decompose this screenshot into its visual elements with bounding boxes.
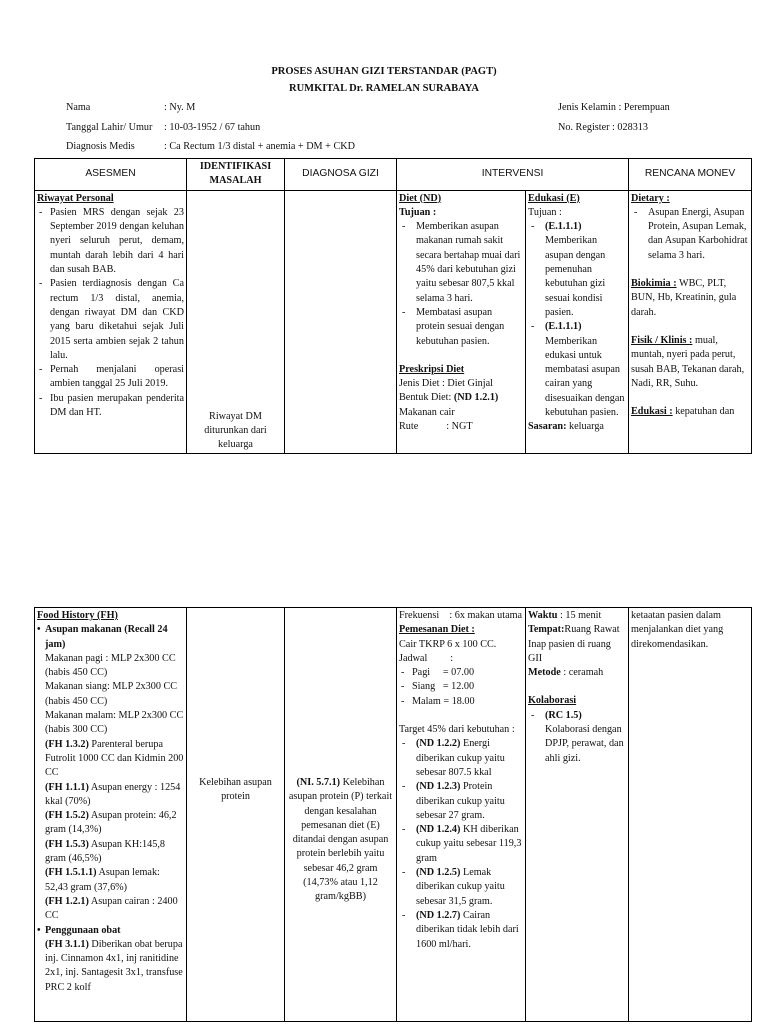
edukasi-cell-2 <box>526 608 629 1022</box>
list-item: - (E.1.1.1) Memberikan edukasi untuk membatasi asupan cairan yang disesuaikan dengan kebutuhan pasien. <box>528 320 626 420</box>
fh-111: (FH 1.1.1) Asupan energy : 1254 kkal (70%) <box>45 781 181 807</box>
pemesanan-title: Pemesanan Diet : <box>399 624 475 636</box>
diagnosa-cell <box>285 190 397 454</box>
nama-value: : Ny. M <box>164 102 196 113</box>
list-item: - (ND 1.2.4) KH diberikan cukup yaitu sebesar 119,3 gram <box>399 823 523 866</box>
col-header-asesmen: ASESMEN <box>35 159 187 191</box>
list-item: - (ND 1.2.5) Lemak diberikan cukup yaitu sebesar 31,5 gram. <box>399 866 523 909</box>
nama-label: Nama <box>66 102 91 113</box>
list-item: - Memberikan asupan makanan rumah sakit secara bertahap muai dari 45% dari kebutuhan gizi yaitu sebesar 807,5 kkal selama 3 hari. <box>399 220 523 306</box>
document-title: PROSES ASUHAN GIZI TERSTANDAR (PAGT) <box>271 66 497 77</box>
list-item <box>37 623 184 923</box>
frekuensi: Frekuensi : 6x makan utama <box>399 610 523 621</box>
jadwal-list <box>399 666 523 709</box>
sasaran: Sasaran: keluarga <box>528 421 604 433</box>
diet-cell-2 <box>397 608 526 1022</box>
list-item: - Pasien terdiagnosis dengan Ca rectum 1/3 distal, anemia, dengan riwayat DM dan CKD yang baru diketahui sejak Juli 2015 serta ambien sejak 2 tahun lalu. <box>37 277 184 363</box>
col-header-intervensi: INTERVENSI <box>397 159 629 191</box>
jadwal: Jadwal : <box>399 652 454 664</box>
diet-tujuan: Tujuan : <box>399 206 437 218</box>
edukasi-list <box>528 220 626 420</box>
rute: Rute : NGT <box>399 421 473 433</box>
fh-153: (FH 1.5.3) Asupan KH:145,8 gram (46,5%) <box>45 838 165 865</box>
preskripsi-title: Preskripsi Diet <box>399 363 465 375</box>
no-register: No. Register : 028313 <box>558 122 648 133</box>
identifikasi-cell-2 <box>187 608 285 1022</box>
edukasi-tujuan: Tujuan : <box>528 206 562 218</box>
dietary-list <box>631 206 749 263</box>
riwayat-personal-title: Riwayat Personal <box>37 192 114 204</box>
food-history-list <box>37 623 184 995</box>
biokimia: Biokimia : WBC, PLT, BUN, Hb, Kreatinin, gula darah. <box>631 278 737 318</box>
identifikasi-text-2: Kelebihan asupan protein <box>199 777 272 803</box>
list-item: - Pasien MRS dengan sejak 23 September 2019 dengan keluhan nyeri seluruh perut, demam, muntah darah lebih dari 4 hari dan susah BAB. <box>37 206 184 277</box>
food-history-cell <box>35 608 187 1022</box>
metode: Metode : ceramah <box>528 667 604 679</box>
edukasi-monev: Edukasi : kepatuhan dan <box>631 406 735 418</box>
diet-title: Diet (ND) <box>399 192 442 204</box>
obat-title: • Penggunaan obat <box>45 924 121 936</box>
edukasi-title: Edukasi (E) <box>528 192 580 204</box>
list-item: - (RC 1.5) Kolaborasi dengan DPJP, perawat, dan ahli gizi. <box>528 709 626 766</box>
makanan-cair: Makanan cair <box>399 406 455 418</box>
monev-text-2: ketaatan pasien dalam menjalankan diet yang direkomendasikan. <box>631 610 724 650</box>
list-item: - Pernah menjalani operasi ambien tanggal 25 Juli 2019. <box>37 363 184 392</box>
diet-list <box>399 220 523 349</box>
fh-132: (FH 1.3.2) Parenteral berupa Futrolit 1000 CC dan Kidmin 200 CC <box>45 738 184 779</box>
fh-152: (FH 1.5.2) Asupan protein: 46,2 gram (14,3%) <box>45 810 177 836</box>
target: Target 45% dari kebutuhan : <box>399 724 515 736</box>
list-item: - (ND 1.2.3) Protein diberikan cukup yaitu sebesar 27 gram. <box>399 780 523 823</box>
waktu: Waktu : 15 menit <box>528 610 602 621</box>
list-item: - (E.1.1.1) Memberikan asupan dengan pemenuhan kebutuhan gizi sesuai kondisi pasien. <box>528 220 626 320</box>
list-item: - Ibu pasien merupakan penderita DM dan HT. <box>37 392 184 421</box>
asupan-title: • Asupan makanan (Recall 24 jam) <box>45 624 168 650</box>
fisik-klinis: Fisik / Klinis : mual, muntah, nyeri pada perut, susah BAB, Tekanan darah, Nadi, RR, Suhu. <box>631 334 745 389</box>
identifikasi-text: Riwayat DM diturunkan dari keluarga <box>204 410 267 451</box>
diagnosis-medis-value: : Ca Rectum 1/3 distal + anemia + DM + CKD <box>164 141 355 152</box>
pagt-table-page2 <box>34 607 752 1022</box>
dietary-title: Dietary : <box>631 192 670 204</box>
riwayat-list <box>37 206 184 420</box>
monev-cell-2 <box>629 608 752 1022</box>
jenis-kelamin: Jenis Kelamin : Perempuan <box>558 102 670 113</box>
cair-tkrp: Cair TKRP 6 x 100 CC. <box>399 638 497 650</box>
col-header-diagnosa: DIAGNOSA GIZI <box>285 159 397 191</box>
diagnosis-medis-label: Diagnosis Medis <box>66 141 135 152</box>
makanan-pagi: Makanan pagi : MLP 2x300 CC (habis 450 CC) <box>45 652 176 679</box>
tempat: Tempat:Ruang Rawat Inap pasien di ruang GII <box>528 624 620 664</box>
list-item: - Pagi = 07.00 <box>399 666 523 680</box>
makanan-malam: Makanan malam: MLP 2x300 CC (habis 300 CC) <box>45 710 184 736</box>
fh-121: (FH 1.2.1) Asupan cairan : 2400 CC <box>45 895 178 922</box>
tanggal-lahir-label: Tanggal Lahir/ Umur <box>66 122 153 133</box>
food-history-title: Food History (FH) <box>37 610 118 621</box>
list-item: - Asupan Energi, Asupan Protein, Asupan Lemak, dan Asupan Karbohidrat selama 3 hari. <box>631 206 749 263</box>
list-item: - (ND 1.2.7) Cairan diberikan tidak lebih dari 1600 ml/hari. <box>399 909 523 952</box>
monev-cell <box>629 190 752 454</box>
fh-1511: (FH 1.5.1.1) Asupan lemak: 52,43 gram (37,6%) <box>45 867 160 893</box>
list-item: - Malam = 18.00 <box>399 695 523 709</box>
document-subtitle: RUMKITAL Dr. RAMELAN SURABAYA <box>289 83 479 94</box>
fh-311: (FH 3.1.1) Diberikan obat berupa inj. Cinnamon 4x1, inj ranitidine 2x1, inj. Santagesit 3x1, transfuse PRC 2 kolf <box>45 938 183 993</box>
asesmen-cell <box>35 190 187 454</box>
list-item: - (ND 1.2.2) Energi diberikan cukup yaitu sebesar 807.5 kkal <box>399 737 523 780</box>
kolaborasi-list <box>528 709 626 766</box>
tanggal-lahir-value: : 10-03-1952 / 67 tahun <box>164 122 261 133</box>
target-list <box>399 737 523 951</box>
edukasi-cell <box>526 190 629 454</box>
identifikasi-cell <box>187 190 285 454</box>
diagnosa-code: (NI. 5.7.1) <box>296 777 341 788</box>
jenis-diet: Jenis Diet : Diet Ginjal <box>399 378 493 390</box>
makanan-siang: Makanan siang: MLP 2x300 CC (habis 450 CC) <box>45 681 178 707</box>
diagnosa-text: Kelebihan asupan protein (P) terkait dengan kesalahan pemesanan diet (E) ditandai dengan asupan protein berlebih yaitu sebesar 46,2 gram (14,73% atau 1,12 gram/kgBB) <box>288 777 393 903</box>
diet-cell <box>397 190 526 454</box>
col-header-identifikasi: IDENTIFIKASI MASALAH <box>187 159 285 191</box>
bentuk-diet: Bentuk Diet: (ND 1.2.1) <box>399 392 499 404</box>
diagnosa-cell-2 <box>285 608 397 1022</box>
col-header-monev: RENCANA MONEV <box>629 159 752 191</box>
kolaborasi-title: Kolaborasi <box>528 695 577 707</box>
list-item: - Membatasi asupan protein sesuai dengan kebutuhan pasien. <box>399 306 523 349</box>
list-item: - Siang = 12.00 <box>399 680 523 694</box>
pagt-table-page1 <box>34 158 752 454</box>
list-item <box>37 924 184 995</box>
